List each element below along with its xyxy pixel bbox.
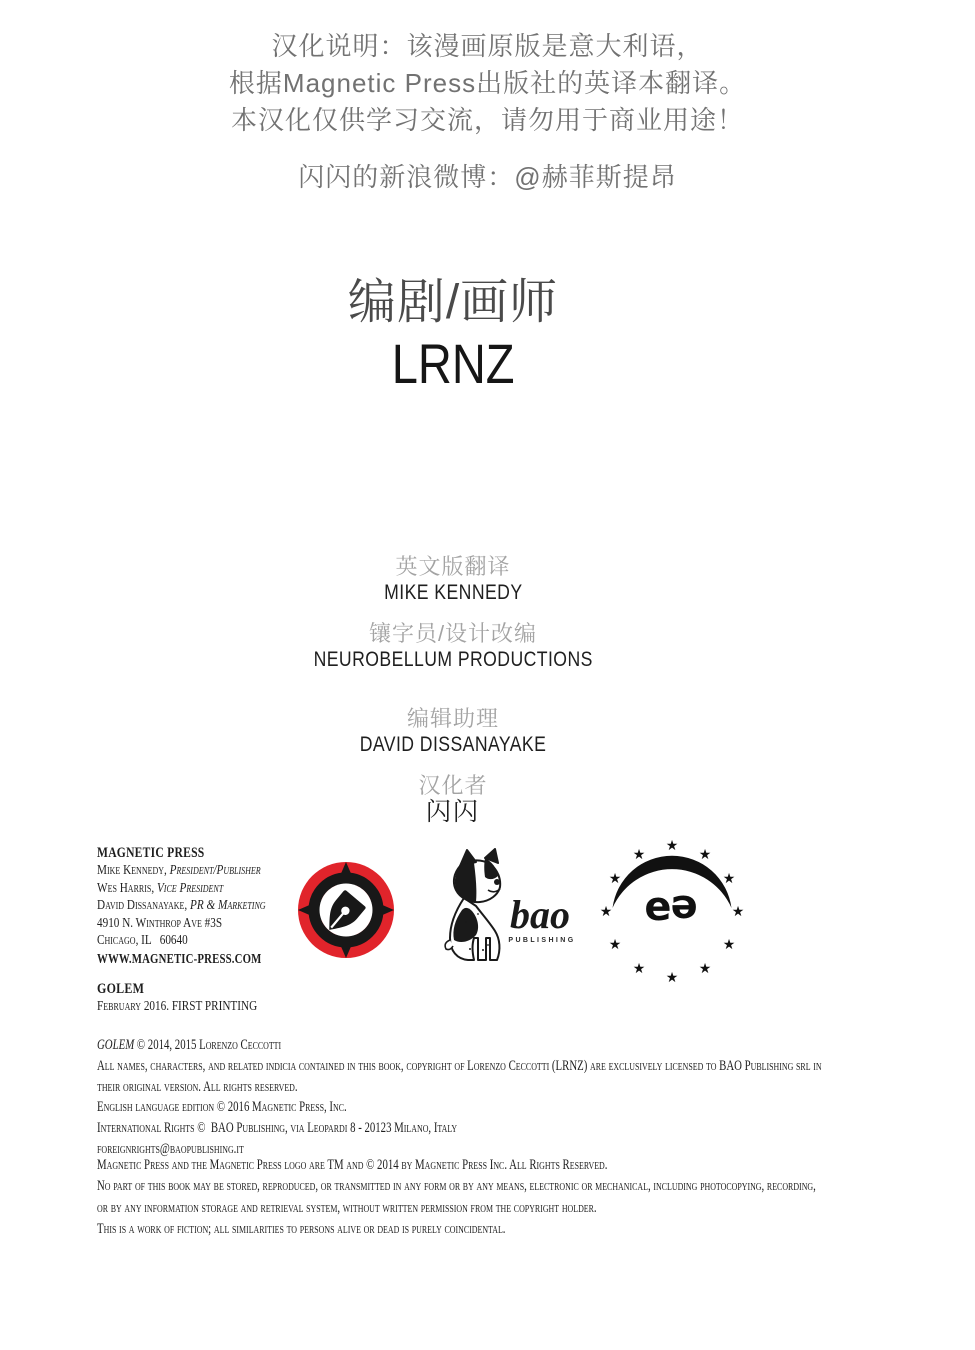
star-icon: ★ xyxy=(608,937,622,953)
copyright-line: their original version. All rights reserved. xyxy=(97,1078,298,1095)
foreign-rights-email: foreignrights@baopublishing.it xyxy=(97,1140,244,1157)
credit-name: MIKE KENNEDY xyxy=(383,581,523,604)
publisher-info xyxy=(97,844,308,967)
rights-notice-block xyxy=(97,1155,975,1240)
notice-line: 本汉化仅供学习交流，请勿用于商业用途！ xyxy=(230,105,744,135)
weibo-handle: 闪闪的新浪微博：@赫菲斯提昂 xyxy=(298,162,677,192)
ee-monogram xyxy=(644,884,697,932)
author-role: 编剧/画师 xyxy=(347,276,559,329)
publisher-staff-line: Mike Kennedy, President/Publisher xyxy=(97,863,261,878)
author-name: LRNZ xyxy=(391,332,515,395)
credit-group-translator xyxy=(0,553,906,606)
publisher-address: 4910 N. Winthrop Ave #3S xyxy=(97,915,223,931)
star-icon: ★ xyxy=(698,961,712,977)
publisher-name: MAGNETIC PRESS xyxy=(97,845,205,861)
printing-info: February 2016. FIRST PRINTING xyxy=(97,999,258,1014)
rights-line: No part of this book may be stored, reproduced, or transmitted in any form or by any means, electronic or mechanical, including photocopying, recording, xyxy=(97,1178,816,1195)
copyright-line: English language edition © 2016 Magnetic Press, Inc. xyxy=(97,1099,347,1116)
credit-group-scanlator xyxy=(0,772,906,825)
publisher-staff-line: Wes Harris, Vice President xyxy=(97,880,224,896)
notice-line: 汉化说明：该漫画原版是意大利语， xyxy=(271,31,704,61)
bao-publishing-label: PUBLISHING xyxy=(508,937,576,944)
copyright-block xyxy=(97,1035,975,1160)
credits-list xyxy=(0,553,906,839)
credit-label: 英文版翻译 xyxy=(395,554,511,579)
credit-group-lettering xyxy=(0,620,906,673)
fiction-disclaimer: This is a work of fiction; all similarities to persons alive or dead is purely coincidental. xyxy=(97,1220,506,1237)
rights-line: Magnetic Press and the Magnetic Press logo are TM and © 2014 by Magnetic Press Inc. All Rights Reserved. xyxy=(97,1157,608,1173)
svg-text:e: e xyxy=(670,886,698,932)
star-icon: ★ xyxy=(632,847,646,863)
author-title-block xyxy=(0,277,906,395)
copyright-line: International Rights © BAO Publishing, via Leopardi 8 - 20123 Milano, Italy xyxy=(97,1120,458,1137)
publisher-staff-line: David Dissanayake, PR & Marketing xyxy=(97,898,266,913)
star-icon: ★ xyxy=(722,937,736,953)
bao-publishing-logo xyxy=(440,848,585,968)
credit-label: 镶字员/设计改编 xyxy=(368,621,538,646)
publisher-address: Chicago, IL 60640 xyxy=(97,933,188,948)
magnetic-press-logo xyxy=(296,860,396,960)
publisher-website: WWW.MAGNETIC-PRESS.COM xyxy=(97,950,262,966)
scanlation-notice xyxy=(0,28,975,196)
star-icon: ★ xyxy=(632,961,646,977)
credit-name: DAVID DISSANAYAKE xyxy=(359,733,547,756)
book-title: GOLEM xyxy=(97,981,145,997)
credit-label: 编辑助理 xyxy=(406,706,499,731)
star-icon: ★ xyxy=(608,871,622,887)
star-icon: ★ xyxy=(731,904,745,920)
rights-line: or by any information storage and retrieval system, without written permission from the copyright holder. xyxy=(97,1199,597,1216)
copyright-line: All names, characters, and related indicia contained in this book, copyright of Lorenzo Ceccotti (LRNZ) are exclusively licensed to BAO Publishing srl in xyxy=(97,1057,822,1074)
ee-stars-logo xyxy=(600,836,745,986)
star-icon: ★ xyxy=(722,871,736,887)
credit-group-editorial xyxy=(0,705,906,758)
bao-wordmark: bao xyxy=(510,892,570,937)
star-icon: ★ xyxy=(600,904,613,920)
copyright-line: GOLEM © 2014, 2015 Lorenzo Ceccotti xyxy=(97,1037,282,1053)
star-icon: ★ xyxy=(665,838,679,854)
notice-line: 根据Magnetic Press出版社的英译本翻译。 xyxy=(228,68,747,98)
star-icon: ★ xyxy=(698,847,712,863)
edition-block xyxy=(97,980,297,1016)
credit-name: NEUROBELLUM PRODUCTIONS xyxy=(313,648,593,671)
star-icon: ★ xyxy=(665,970,679,986)
credit-label: 汉化者 xyxy=(418,773,488,798)
credit-name: 闪闪 xyxy=(425,798,480,826)
svg-text:e: e xyxy=(644,884,672,930)
